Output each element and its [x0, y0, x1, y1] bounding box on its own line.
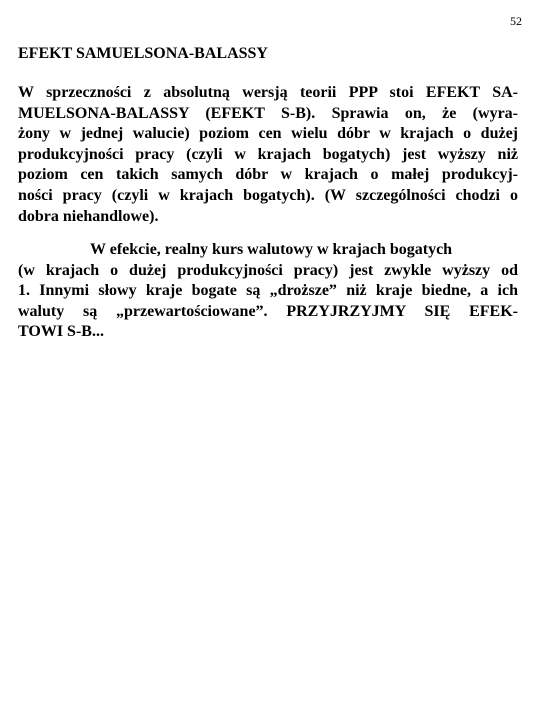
- paragraph-2: [18, 240, 518, 343]
- paragraph-1-line: żony w jednej walucie) poziom cen wielu dóbr w krajach o dużej: [18, 125, 518, 143]
- paragraph-2-line: TOWI S-B...: [18, 323, 104, 341]
- paragraph-1-line: MUELSONA-BALASSY (EFEKT S-B). Sprawia on, że (wyra-: [18, 104, 518, 122]
- paragraph-2-line: (w krajach o dużej produkcyjności pracy) jest zwykle wyższy od: [18, 261, 518, 279]
- page-number: 52: [510, 14, 522, 28]
- paragraph-2-line: 1. Innymi słowy kraje bogate są „droższe” niż kraje biedne, a ich: [18, 282, 518, 300]
- page-title: EFEKT SAMUELSONA-BALASSY: [18, 45, 268, 62]
- paragraph-2-line: waluty są „przewartościowane”. PRZYJRZYJMY SIĘ EFEK-: [18, 302, 518, 320]
- paragraph-1-line: dobra niehandlowe).: [18, 207, 159, 225]
- paragraph-1-line: ności pracy (czyli w krajach bogatych). (W szczególności chodzi o: [18, 186, 518, 204]
- paragraph-1-line: W sprzeczności z absolutną wersją teorii PPP stoi EFEKT SA-: [18, 84, 518, 101]
- paragraph-1-line: poziom cen takich samych dóbr w krajach o małej produkcyj-: [18, 166, 518, 184]
- paragraph-2-line: W efekcie, realny kurs walutowy w krajach bogatych: [90, 241, 453, 258]
- paragraph-1-line: produkcyjności pracy (czyli w krajach bogatych) jest wyższy niż: [18, 145, 518, 163]
- paragraph-1: [18, 83, 518, 227]
